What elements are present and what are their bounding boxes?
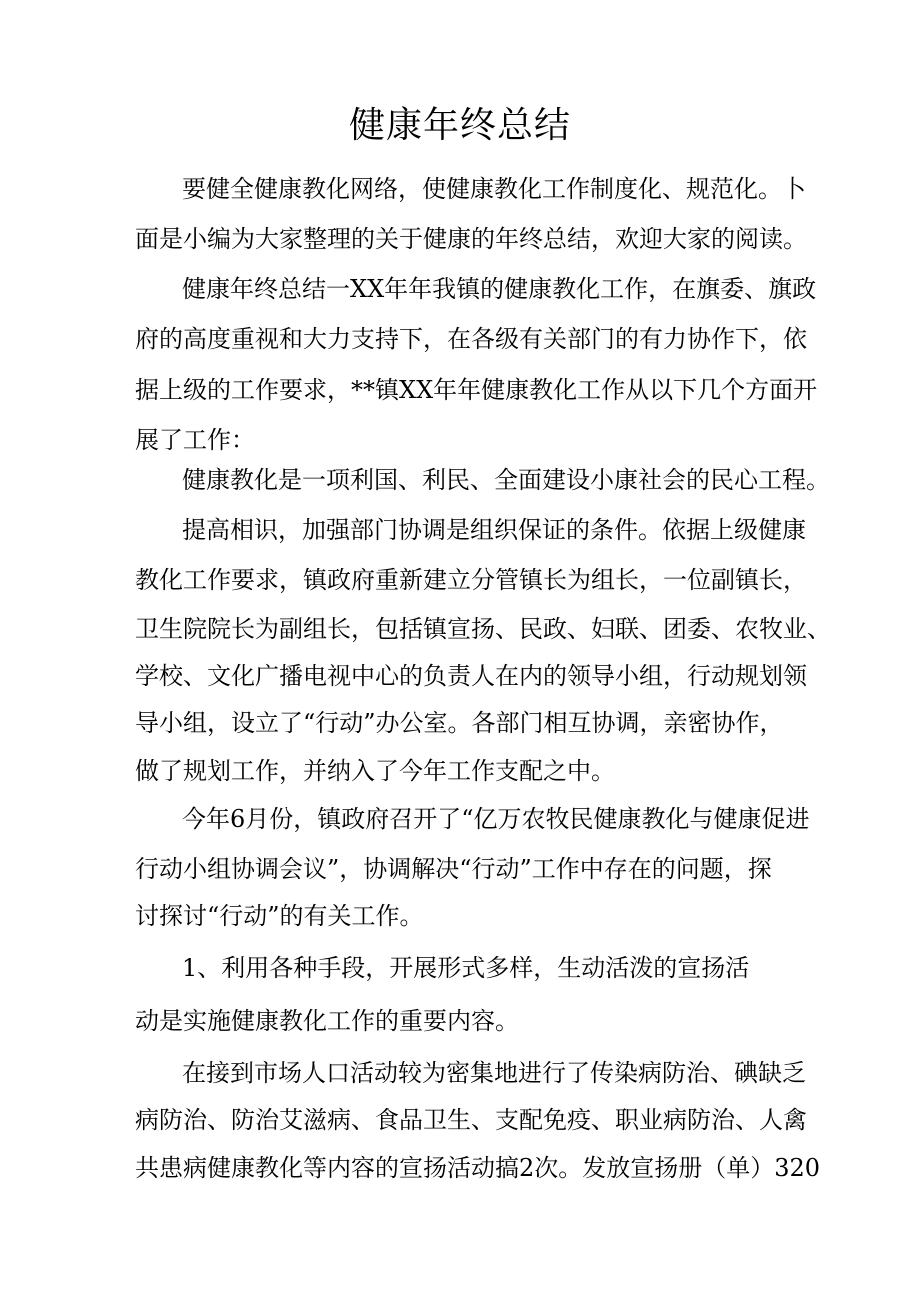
text-line: 1、利用各种手段，开展形式多样，生动活泼的宣扬活 bbox=[182, 954, 750, 982]
text-line: 据上级的工作要求，**镇XX年年健康教化工作从以下几个方面开 bbox=[135, 376, 818, 404]
text-line: 展了工作： bbox=[135, 426, 255, 454]
text-line: 面是小编为大家整理的关于健康的年终总结，欢迎大家的阅读。 bbox=[135, 225, 807, 253]
text-line: 讨探讨“行动”的有关工作。 bbox=[135, 902, 424, 930]
text-line: 府的高度重视和大力支持下，在各级有关部门的有力协作下，依 bbox=[135, 325, 807, 353]
document-title: 健康年终总结 bbox=[348, 105, 571, 146]
text-line: 行动小组协调会议”，协调解决“行动”工作中存在的问题，探 bbox=[135, 855, 772, 883]
text-line: 提高相识，加强部门协调是组织保证的条件。依据上级健康 bbox=[182, 516, 806, 544]
text-line: 在接到市场人口活动较为密集地进行了传染病防治、碘缺乏 bbox=[182, 1059, 806, 1087]
text-line: 病防治、防治艾滋病、食品卫生、支配免疫、职业病防治、人禽 bbox=[135, 1106, 807, 1134]
text-line: 导小组，设立了“行动”办公室。各部门相互协调，亲密协作， bbox=[135, 709, 784, 737]
text-line: 健康年终总结一XX年年我镇的健康教化工作，在旗委、旗政 bbox=[182, 275, 817, 303]
text-line: 要健全健康教化网络，使健康教化工作制度化、规范化。卜 bbox=[182, 175, 806, 203]
text-line: 做了规划工作，并纳入了今年工作支配之中。 bbox=[135, 757, 615, 785]
text-line: 教化工作要求，镇政府重新建立分管镇长为组长，一位副镇长， bbox=[135, 566, 807, 594]
text-line: 卫生院院长为副组长，包括镇宣扬、民政、妇联、团委、农牧业、 bbox=[135, 615, 831, 643]
text-line: 共患病健康教化等内容的宣扬活动搞2次。发放宣扬册（单）320 bbox=[135, 1154, 821, 1182]
text-line: 学校、文化广播电视中心的负责人在内的领导小组，行动规划领 bbox=[135, 662, 807, 690]
text-line: 今年6月份，镇政府召开了“亿万农牧民健康教化与健康促进 bbox=[182, 805, 810, 833]
text-line: 健康教化是一项利国、利民、全面建设小康社会的民心工程。 bbox=[182, 466, 830, 494]
text-line: 动是实施健康教化工作的重要内容。 bbox=[135, 1007, 519, 1035]
